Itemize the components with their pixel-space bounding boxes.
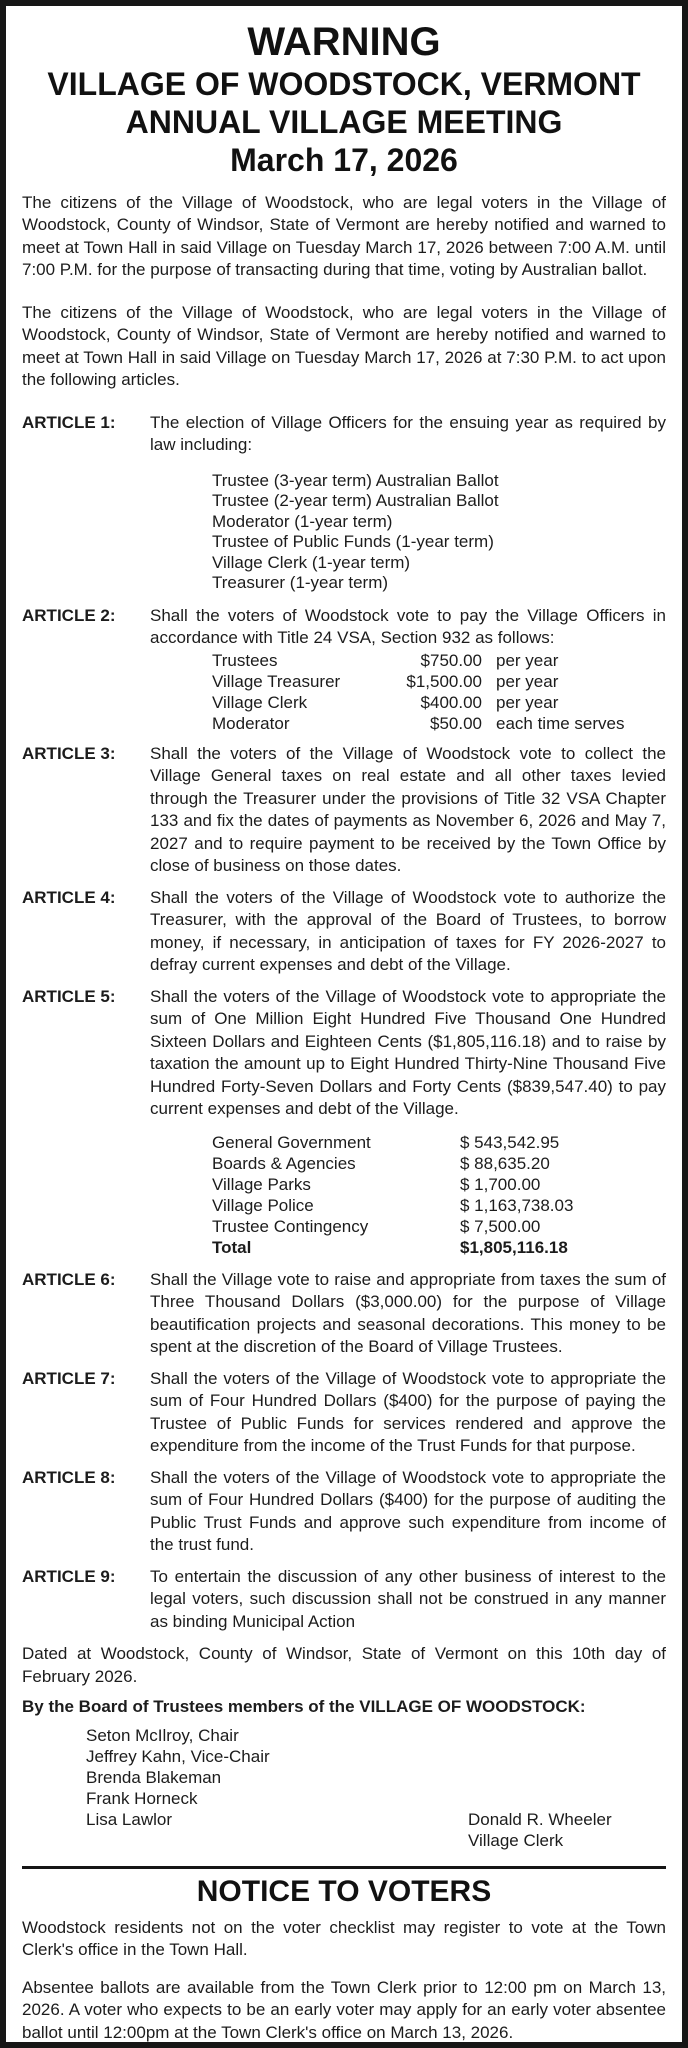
article-text: Shall the voters of the Village of Woodstock vote to appropriate the sum of One Million Eight Hundred Five Thousand One Hundred Sixteen Dollars and Eighteen Cents ($1,805,116.18) and to raise by taxation the amount up to Eight Hundred Thirty-Nine Thousand Five Hundred Forty-Seven Dollars and Forty Cents ($839,547.40) to pay current expenses and debt of the Village.: [150, 986, 666, 1119]
article-text: Shall the voters of the Village of Woodstock vote to appropriate the sum of Four Hundred Dollars ($400) for the purpose of auditing the Public Trust Funds and approve such expenditure from income of the trust fund.: [150, 1467, 666, 1555]
budget-name: Boards & Agencies: [212, 1153, 356, 1173]
article-text: The election of Village Officers for the ensuing year as required by law including:: [150, 412, 666, 455]
pay-name: Village Treasurer: [212, 671, 341, 691]
officer-item: Trustee of Public Funds (1-year term): [212, 532, 494, 552]
pay-name: Moderator: [212, 713, 290, 733]
budget-name: Trustee Contingency: [212, 1216, 369, 1236]
pay-row: [212, 671, 666, 692]
article-body: [150, 1269, 666, 1359]
dated-line: Dated at Woodstock, County of Windsor, State of Vermont on this 10th day of February 2026.: [22, 1644, 666, 1686]
warning-title: WARNING: [247, 20, 441, 64]
article-body: [150, 605, 666, 734]
budget-row: [212, 1237, 666, 1258]
article-text: Shall the voters of the Village of Woodstock vote to authorize the Treasurer, with the approval of the Board of Trustees, to borrow money, if necessary, in anticipation of taxes for FY 2026-2027 to defray current expenses and debt of the Village.: [150, 887, 666, 975]
clerk-signature: [468, 1809, 612, 1851]
article-label: ARTICLE 4:: [22, 887, 116, 907]
officer-item: Trustee (3-year term) Australian Ballot: [212, 470, 499, 490]
budget-row: [212, 1216, 666, 1237]
article-body: [150, 412, 666, 596]
meeting-date: March 17, 2026: [230, 142, 458, 179]
pay-amount: $1,500.00: [406, 671, 482, 691]
article-label: ARTICLE 5:: [22, 986, 116, 1006]
article-label: ARTICLE 3:: [22, 743, 116, 763]
article-2: [22, 605, 666, 734]
intro-paragraphs: [22, 192, 666, 392]
budget-amount: $ 1,700.00: [460, 1174, 541, 1194]
pay-unit: per year: [496, 692, 559, 712]
budget-name: Village Police: [212, 1195, 314, 1215]
officer-item: Trustee (2-year term) Australian Ballot: [212, 491, 499, 511]
article-1: [22, 412, 666, 596]
budget-row: [212, 1174, 666, 1195]
officer-item: Moderator (1-year term): [212, 511, 393, 531]
village-title: VILLAGE OF WOODSTOCK, VERMONT: [47, 66, 641, 102]
pay-name: Trustees: [212, 650, 278, 670]
trustee-name: Seton McIlroy, Chair: [86, 1725, 239, 1745]
clerk-title: Village Clerk: [468, 1830, 564, 1850]
article-body: [150, 887, 666, 977]
officer-item: Treasurer (1-year term): [212, 573, 389, 593]
meeting-title: ANNUAL VILLAGE MEETING: [125, 104, 563, 141]
pay-amount: $50.00: [430, 713, 482, 733]
pay-unit: each time serves: [496, 713, 625, 733]
article-body: [150, 743, 666, 878]
trustee-name: Jeffrey Kahn, Vice-Chair: [86, 1746, 270, 1766]
notice-paragraph-2: Absentee ballots are available from the Town Clerk prior to 12:00 pm on March 13, 2026. A voter who expects to be an early voter may apply for an early voter absentee ballot until 12:00pm at the Town Clerk's office on March 13, 2026.: [22, 1977, 666, 2042]
intro-paragraph-1: The citizens of the Village of Woodstock, who are legal voters in the Village of Woodstock, County of Windsor, State of Vermont are hereby notified and warned to meet at Town Hall in said Village on Tuesday March 17, 2026 between 7:00 A.M. until 7:00 P.M. for the purpose of transacting during that time, voting by Australian ballot.: [22, 192, 666, 280]
pay-name: Village Clerk: [212, 692, 308, 712]
article-3: [22, 743, 666, 878]
board-heading: By the Board of Trustees members of the VILLAGE OF WOODSTOCK:: [22, 1697, 586, 1717]
officer-item: Village Clerk (1-year term): [212, 552, 411, 572]
pay-amount: $750.00: [420, 650, 482, 670]
article-5: [22, 986, 666, 1260]
intro-paragraph-2: The citizens of the Village of Woodstock, who are legal voters in the Village of Woodstock, County of Windsor, State of Vermont are hereby notified and warned to meet at Town Hall in said Village on Tuesday March 17, 2026 at 7:30 P.M. to act upon the following articles.: [22, 302, 666, 390]
budget-amount: $ 1,163,738.03: [460, 1195, 574, 1215]
article-label: ARTICLE 1:: [22, 412, 116, 432]
budget-row: [212, 1132, 666, 1153]
budget-row: [212, 1153, 666, 1174]
budget-amount: $ 543,542.95: [460, 1132, 560, 1152]
budget-row: [212, 1195, 666, 1216]
budget-amount: $ 7,500.00: [460, 1216, 541, 1236]
article-body: [150, 1368, 666, 1458]
articles-section: [22, 412, 666, 1634]
budget-name: General Government: [212, 1132, 371, 1152]
trustee-name: Frank Horneck: [86, 1788, 198, 1808]
article-text: Shall the Village vote to raise and appropriate from taxes the sum of Three Thousand Dollars ($3,000.00) for the purpose of Village beautification projects and seasonal decorations. This money to be spent at the discretion of the Board of Village Trustees.: [150, 1269, 666, 1357]
article-7: [22, 1368, 666, 1458]
budget-table: [212, 1132, 666, 1258]
article-8: [22, 1467, 666, 1557]
pay-row: [212, 692, 666, 713]
article-6: [22, 1269, 666, 1359]
budget-name: Total: [212, 1237, 252, 1257]
trustee-name: Lisa Lawlor: [86, 1809, 172, 1829]
clerk-name: Donald R. Wheeler: [468, 1809, 612, 1829]
article-text: To entertain the discussion of any other business of interest to the legal voters, such discussion shall not be construed in any manner as binding Municipal Action: [150, 1566, 666, 1631]
pay-row: [212, 650, 666, 671]
notice-paragraph-1: Woodstock residents not on the voter checklist may register to vote at the Town Clerk's office in the Town Hall.: [22, 1917, 666, 1960]
article-text: Shall the voters of the Village of Woodstock vote to collect the Village General taxes on real estate and all other taxes levied through the Treasurer under the provisions of Title 32 VSA Chapter 133 and fix the dates of payments as November 6, 2026 and May 7, 2027 and to require payment to be received by the Town Office by close of business on those dates.: [150, 743, 666, 876]
notice-header: [22, 20, 666, 179]
article-label: ARTICLE 6:: [22, 1269, 116, 1289]
article-body: [150, 1467, 666, 1557]
article-text: Shall the voters of Woodstock vote to pay the Village Officers in accordance with Title 24 VSA, Section 932 as follows:: [150, 605, 666, 648]
notice-paragraphs: [22, 1917, 666, 2045]
pay-row: [212, 713, 666, 734]
notice-to-voters-title: NOTICE TO VOTERS: [196, 1874, 492, 1908]
pay-amount: $400.00: [420, 692, 482, 712]
officer-list: [212, 471, 666, 594]
article-label: ARTICLE 2:: [22, 605, 116, 625]
article-text: Shall the voters of the Village of Woodstock vote to appropriate the sum of Four Hundred Dollars ($400) for the purpose of paying the Trustee of Public Funds for services rendered and approve the expenditure from the income of the Trust Funds for that purpose.: [150, 1368, 666, 1456]
trustee-name: Brenda Blakeman: [86, 1767, 222, 1787]
budget-amount: $1,805,116.18: [460, 1237, 568, 1257]
pay-unit: per year: [496, 671, 559, 691]
article-label: ARTICLE 8:: [22, 1467, 116, 1487]
signatures-block: [86, 1725, 666, 1850]
article-label: ARTICLE 9:: [22, 1566, 116, 1586]
section-divider: [22, 1866, 666, 1869]
budget-name: Village Parks: [212, 1174, 311, 1194]
article-9: [22, 1566, 666, 1634]
article-body: [150, 986, 666, 1260]
pay-unit: per year: [496, 650, 559, 670]
article-4: [22, 887, 666, 977]
article-body: [150, 1566, 666, 1634]
budget-amount: $ 88,635.20: [460, 1153, 550, 1173]
officer-pay-table: [212, 650, 666, 734]
article-label: ARTICLE 7:: [22, 1368, 116, 1388]
